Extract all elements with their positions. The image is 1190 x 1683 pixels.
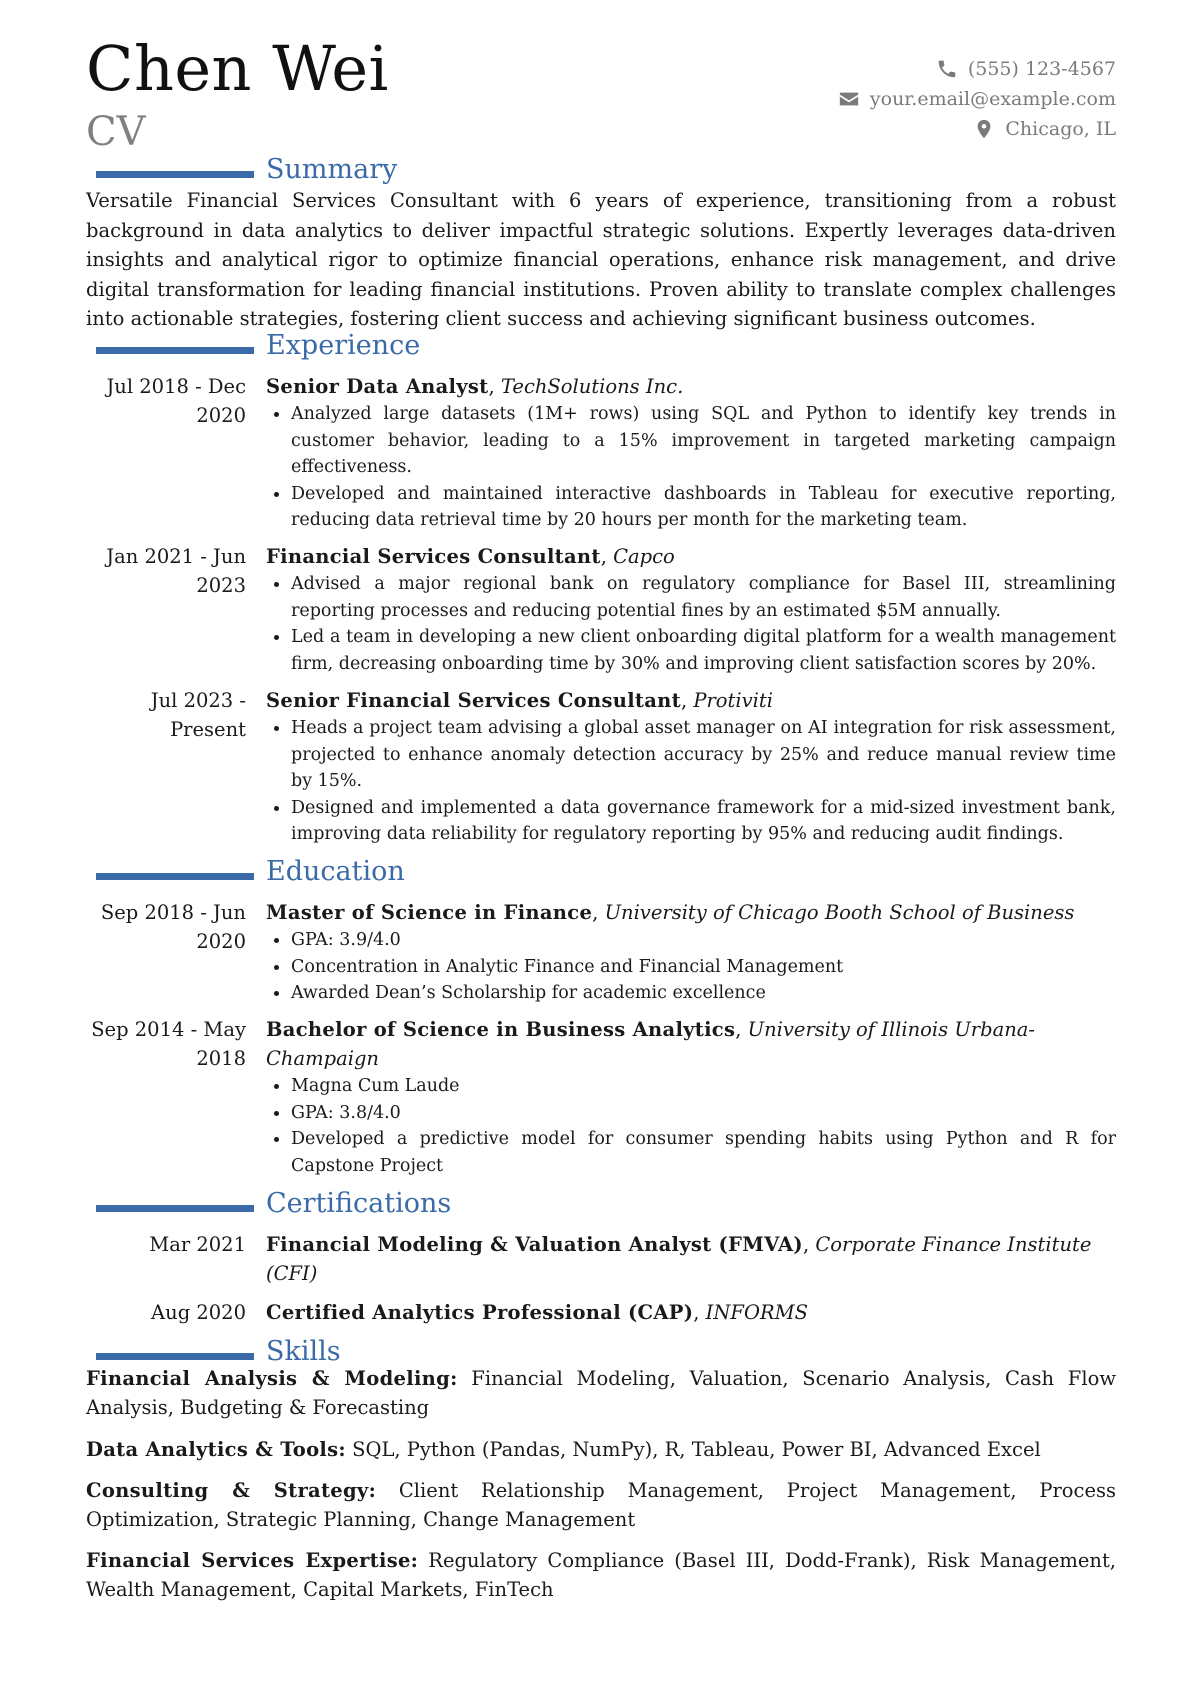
section-accent-bar — [96, 873, 254, 880]
list-item: Magna Cum Laude — [266, 1073, 1116, 1100]
employer: Protiviti — [693, 689, 773, 712]
section-title: Summary — [266, 154, 398, 185]
envelope-icon — [838, 88, 860, 110]
map-marker-icon — [973, 118, 995, 140]
job-title: Financial Services Consultant — [266, 545, 601, 568]
list-item: Designed and implemented a data governance framework for a mid-sized investment bank, improving data reliability for regulatory reporting by 95% and reducing audit findings. — [266, 795, 1116, 848]
entry-body — [266, 898, 1116, 1007]
skill-row — [86, 1546, 1116, 1604]
entry-body — [266, 1298, 1116, 1327]
list-item: Awarded Dean’s Scholarship for academic excellence — [266, 980, 1116, 1007]
skill-label: Consulting & Strategy: — [86, 1479, 377, 1502]
skill-value: Financial Modeling, Valuation, Scenario Analysis, Cash Flow Analysis, Budgeting & Forecasting — [86, 1367, 1117, 1419]
entry-date: Jul 2018 - Dec 2020 — [106, 375, 246, 427]
email-address[interactable]: your.email@example.com — [869, 88, 1116, 110]
experience-heading — [96, 330, 1096, 368]
entry-date: Mar 2021 — [149, 1233, 246, 1256]
document-subtitle: CV — [86, 109, 146, 155]
section-title: Education — [266, 856, 405, 887]
bullet-list — [266, 401, 1116, 534]
section-accent-bar — [96, 1205, 254, 1212]
entry-body — [266, 1015, 1116, 1179]
bullet-list — [266, 927, 1116, 1007]
phone-number[interactable]: (555) 123-4567 — [967, 58, 1116, 80]
section-accent-bar — [96, 1353, 254, 1360]
employer: Capco — [613, 545, 675, 568]
list-item: Concentration in Analytic Finance and Financial Management — [266, 954, 1116, 981]
entry-date: Sep 2018 - Jun 2020 — [100, 901, 246, 953]
list-item: Led a team in developing a new client onboarding digital platform for a wealth management firm, decreasing onboarding time by 30% and improving client satisfaction scores by 20%. — [266, 624, 1116, 677]
entry-body — [266, 542, 1116, 677]
entry-body — [266, 686, 1116, 848]
job-title: Senior Data Analyst — [266, 375, 489, 398]
skill-row — [86, 1435, 1116, 1464]
degree-title: Master of Science in Finance — [266, 901, 593, 924]
skill-value: Regulatory Compliance (Basel III, Dodd-Frank), Risk Management, Wealth Management, Capital Markets, FinTech — [86, 1549, 1117, 1601]
skill-label: Financial Analysis & Modeling: — [86, 1367, 458, 1390]
list-item: GPA: 3.9/4.0 — [266, 927, 1116, 954]
summary-text: Versatile Financial Services Consultant with 6 years of experience, transitioning from a robust background in data analytics to deliver impactful strategic solutions. Expertly leverages data-driven insights and analytical rigor to optimize financial operations, enhance risk management, and drive digital transformation for leading financial institutions. Proven ability to translate complex challenges into actionable strategies, fostering client success and achieving significant business outcomes. — [86, 189, 1116, 330]
skill-row — [86, 1364, 1116, 1422]
entry-date: Aug 2020 — [151, 1301, 246, 1324]
list-item: Advised a major regional bank on regulatory compliance for Basel III, streamlining reporting processes and reducing potential fines by an estimated $5M annually. — [266, 571, 1116, 624]
skill-label: Data Analytics & Tools: — [86, 1438, 346, 1461]
section-title: Experience — [266, 330, 421, 361]
certification-title: Financial Modeling & Valuation Analyst (FMVA) — [266, 1233, 803, 1256]
certifications-heading — [96, 1188, 1096, 1226]
skill-row — [86, 1476, 1116, 1534]
education-heading — [96, 856, 1096, 894]
list-item: Analyzed large datasets (1M+ rows) using SQL and Python to identify key trends in customer behavior, leading to a 15% improvement in targeted marketing campaign effectiveness. — [266, 401, 1116, 481]
contact-email — [838, 84, 1116, 114]
section-title: Skills — [266, 1336, 341, 1367]
entry-date: Jul 2023 - Present — [150, 689, 246, 741]
entry-title: Bachelor of Science in Business Analytics, University of Illinois Urbana-Champaign — [266, 1018, 1036, 1070]
section-title: Certifications — [266, 1188, 452, 1219]
contact-block — [838, 54, 1116, 144]
institution: University of Chicago Booth School of Business — [604, 901, 1075, 924]
contact-location — [838, 114, 1116, 144]
entry-title: Master of Science in Finance, University of Chicago Booth School of Business — [266, 901, 1075, 924]
entry-body — [266, 372, 1116, 534]
entry-body — [266, 1230, 1116, 1288]
entry-title: Financial Services Consultant, Capco — [266, 545, 675, 568]
section-accent-bar — [96, 171, 254, 178]
location-text: Chicago, IL — [1005, 118, 1116, 140]
skill-label: Financial Services Expertise: — [86, 1549, 419, 1572]
bullet-list — [266, 1073, 1116, 1179]
employer: TechSolutions Inc. — [500, 375, 684, 398]
institution: University of Illinois Urbana-Champaign — [266, 1018, 1036, 1070]
list-item: Heads a project team advising a global asset manager on AI integration for risk assessment, projected to enhance anomaly detection accuracy by 25% and reduce manual review time by 15%. — [266, 715, 1116, 795]
degree-title: Bachelor of Science in Business Analytics — [266, 1018, 736, 1041]
skill-value: Client Relationship Management, Project Management, Process Optimization, Strategic Planning, Change Management — [86, 1479, 1117, 1531]
skill-value: SQL, Python (Pandas, NumPy), R, Tableau, Power BI, Advanced Excel — [352, 1438, 1041, 1461]
list-item: Developed and maintained interactive dashboards in Tableau for executive reporting, reducing data retrieval time by 20 hours per month for the marketing team. — [266, 481, 1116, 534]
list-item: GPA: 3.8/4.0 — [266, 1100, 1116, 1127]
entry-title: Senior Data Analyst, TechSolutions Inc. — [266, 375, 684, 398]
section-accent-bar — [96, 347, 254, 354]
contact-phone — [838, 54, 1116, 84]
entry-date: Jan 2021 - Jun 2023 — [106, 545, 246, 597]
bullet-list — [266, 715, 1116, 848]
certification-title: Certified Analytics Professional (CAP) — [266, 1301, 694, 1324]
entry-title: Financial Modeling & Valuation Analyst (FMVA), Corporate Finance Institute (CFI) — [266, 1233, 1092, 1285]
candidate-name: Chen Wei — [86, 32, 389, 105]
bullet-list — [266, 571, 1116, 677]
issuer: Corporate Finance Institute (CFI) — [266, 1233, 1092, 1285]
entry-date: Sep 2014 - May 2018 — [91, 1018, 246, 1070]
issuer: INFORMS — [705, 1301, 808, 1324]
job-title: Senior Financial Services Consultant — [266, 689, 681, 712]
entry-title: Senior Financial Services Consultant, Protiviti — [266, 689, 773, 712]
list-item: Developed a predictive model for consumer spending habits using Python and R for Capstone Project — [266, 1126, 1116, 1179]
entry-title: Certified Analytics Professional (CAP), INFORMS — [266, 1301, 808, 1324]
phone-icon — [936, 58, 958, 80]
